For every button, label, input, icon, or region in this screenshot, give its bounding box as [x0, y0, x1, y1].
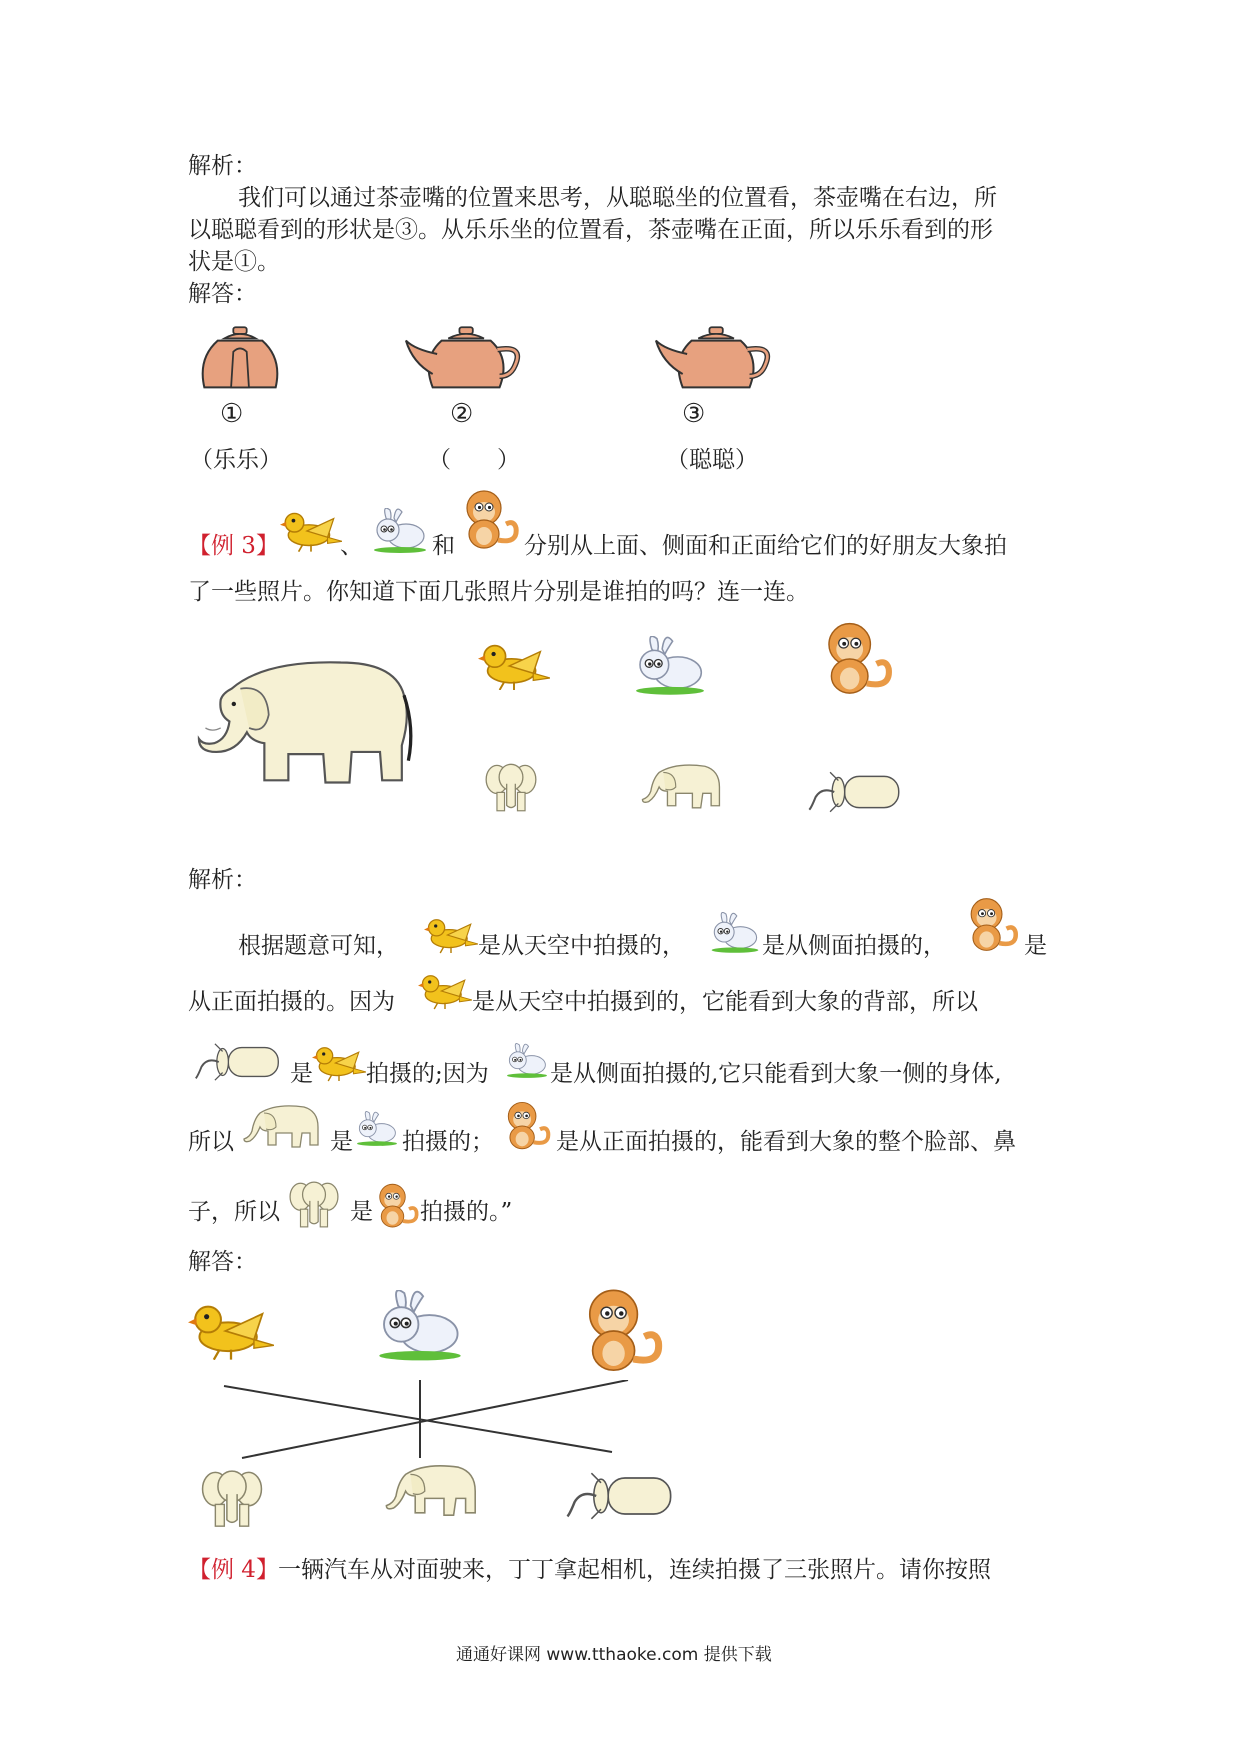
analysis-line: 状是①。	[188, 249, 280, 275]
elephant-top-icon	[192, 1038, 282, 1086]
elephant-side-icon	[640, 760, 724, 812]
teapot-number: ①	[220, 399, 244, 429]
conjunction: 和	[432, 533, 455, 559]
analysis-text: 是	[1024, 933, 1047, 959]
analysis-text: 子，所以	[188, 1199, 280, 1225]
teapot-number: ②	[450, 399, 474, 429]
analysis-text: 拍摄的；	[402, 1129, 494, 1155]
analysis-text: 是	[330, 1129, 353, 1155]
elephant-top-icon	[564, 1466, 674, 1526]
analysis-text: 根据题意可知，	[238, 933, 399, 959]
elephant-front-icon	[200, 1466, 264, 1530]
analysis-text: 是从侧面拍摄的,它只能看到大象一侧的身体,	[550, 1061, 1002, 1087]
analysis-text: 是从天空中拍摄的，	[478, 933, 685, 959]
teapot-caption: （ ）	[428, 447, 520, 473]
analysis-text: 所以	[188, 1129, 234, 1155]
teapot-caption: （乐乐）	[190, 447, 282, 473]
elephant-front-icon	[484, 760, 538, 814]
rabbit-icon	[370, 508, 430, 554]
elephant-front-icon	[288, 1178, 340, 1230]
bird-icon	[312, 1044, 366, 1082]
bird-icon	[280, 510, 342, 552]
elephant-icon	[188, 650, 428, 795]
teapot-side-icon	[402, 325, 528, 403]
analysis-text: 是	[350, 1199, 373, 1225]
analysis-text: 拍摄的。”	[420, 1199, 513, 1225]
bird-icon	[418, 972, 472, 1010]
monkey-icon	[580, 1286, 664, 1376]
analysis-text: 是从侧面拍摄的，	[762, 933, 946, 959]
analysis-text: 从正面拍摄的。因为	[188, 989, 395, 1015]
bird-icon	[478, 642, 550, 690]
monkey-icon	[820, 620, 894, 698]
elephant-side-icon	[384, 1460, 480, 1520]
example-tag: 【例 4】	[188, 1557, 279, 1583]
rabbit-icon	[630, 636, 710, 696]
answer-label: 解答：	[188, 281, 257, 307]
analysis-line: 我们可以通过茶壶嘴的位置来思考，从聪聪坐的位置看，茶壶嘴在右边，所	[238, 185, 997, 211]
separator: 、	[340, 533, 363, 559]
analysis-text: 是从正面拍摄的，能看到大象的整个脸部、鼻	[556, 1129, 1016, 1155]
monkey-icon	[964, 896, 1020, 954]
analysis-label: 解析：	[188, 153, 257, 179]
analysis-line: 以聪聪看到的形状是③。从乐乐坐的位置看，茶壶嘴在正面，所以乐乐看到的形	[188, 217, 993, 243]
example-tag: 【例 3】	[188, 533, 279, 559]
example-text: 一辆汽车从对面驶来，丁丁拿起相机，连续拍摄了三张照片。请你按照	[278, 1557, 991, 1583]
bird-icon	[424, 916, 478, 954]
teapot-side-icon	[652, 325, 778, 403]
rabbit-icon	[354, 1110, 400, 1148]
example-text: 了一些照片。你知道下面几张照片分别是谁拍的吗？连一连。	[188, 579, 809, 605]
elephant-top-icon	[806, 766, 902, 818]
analysis-text: 是从天空中拍摄到的，它能看到大象的背部，所以	[472, 989, 978, 1015]
bird-icon	[188, 1302, 274, 1360]
matching-lines	[188, 1380, 688, 1470]
teapot-number: ③	[682, 399, 706, 429]
monkey-icon	[460, 488, 520, 552]
monkey-icon	[502, 1100, 552, 1152]
analysis-label: 解析：	[188, 867, 257, 893]
elephant-side-icon	[242, 1100, 322, 1152]
rabbit-icon	[708, 912, 762, 954]
analysis-text: 是	[290, 1061, 313, 1087]
rabbit-icon	[504, 1042, 550, 1080]
monkey-icon	[374, 1182, 420, 1230]
teapot-front-icon	[194, 325, 286, 403]
example-text: 分别从上面、侧面和正面给它们的好朋友大象拍	[524, 533, 1007, 559]
analysis-text: 拍摄的;因为	[366, 1061, 489, 1087]
rabbit-icon	[372, 1290, 468, 1362]
footer-text: 通通好课网 www.tthaoke.com 提供下载	[456, 1645, 772, 1665]
answer-label: 解答：	[188, 1249, 257, 1275]
teapot-caption: （聪聪）	[666, 447, 758, 473]
